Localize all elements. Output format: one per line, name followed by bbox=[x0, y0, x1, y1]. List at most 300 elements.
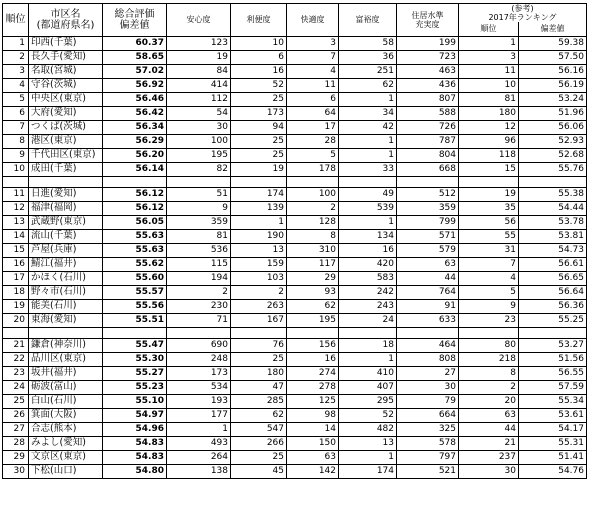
table-row bbox=[3, 464, 587, 478]
rank-cell: 17 bbox=[3, 271, 29, 285]
comfort-cell: 125 bbox=[287, 394, 339, 408]
housing-cell: 807 bbox=[397, 92, 459, 106]
rank-cell: 15 bbox=[3, 243, 29, 257]
city-name-cell: 港区(東京) bbox=[29, 134, 103, 148]
rank-cell: 13 bbox=[3, 215, 29, 229]
rank-cell: 2 bbox=[3, 50, 29, 64]
spacer-cell bbox=[459, 176, 519, 187]
housing-cell: 199 bbox=[397, 36, 459, 50]
rank-cell: 21 bbox=[3, 338, 29, 352]
safety-cell: 138 bbox=[167, 464, 231, 478]
prev-rank-cell: 30 bbox=[459, 464, 519, 478]
city-name-cell: 日進(愛知) bbox=[29, 187, 103, 201]
housing-cell: 588 bbox=[397, 106, 459, 120]
comfort-cell: 7 bbox=[287, 50, 339, 64]
safety-cell: 51 bbox=[167, 187, 231, 201]
group-spacer-row bbox=[3, 327, 587, 338]
housing-cell: 668 bbox=[397, 162, 459, 176]
wealth-cell: 251 bbox=[339, 64, 397, 78]
wealth-cell: 33 bbox=[339, 162, 397, 176]
safety-cell: 536 bbox=[167, 243, 231, 257]
prev-rank-cell: 56 bbox=[459, 215, 519, 229]
comfort-cell: 98 bbox=[287, 408, 339, 422]
city-name-cell: 箕面(大阪) bbox=[29, 408, 103, 422]
prev-score-cell: 53.81 bbox=[519, 229, 587, 243]
housing-cell: 44 bbox=[397, 271, 459, 285]
total-score-cell: 55.63 bbox=[103, 243, 167, 257]
total-score-cell: 57.02 bbox=[103, 64, 167, 78]
wealth-cell: 34 bbox=[339, 106, 397, 120]
comfort-cell: 16 bbox=[287, 352, 339, 366]
header-ref-score: 偏差値 bbox=[519, 22, 587, 36]
total-score-cell: 56.20 bbox=[103, 148, 167, 162]
total-score-cell: 58.65 bbox=[103, 50, 167, 64]
header-city-line2: (都道府県名) bbox=[36, 19, 95, 31]
comfort-cell: 64 bbox=[287, 106, 339, 120]
safety-cell: 173 bbox=[167, 366, 231, 380]
safety-cell: 230 bbox=[167, 299, 231, 313]
comfort-cell: 8 bbox=[287, 229, 339, 243]
total-score-cell: 55.60 bbox=[103, 271, 167, 285]
spacer-cell bbox=[231, 327, 287, 338]
prev-score-cell: 56.55 bbox=[519, 366, 587, 380]
convenience-cell: 180 bbox=[231, 366, 287, 380]
safety-cell: 690 bbox=[167, 338, 231, 352]
total-score-cell: 60.37 bbox=[103, 36, 167, 50]
comfort-cell: 274 bbox=[287, 366, 339, 380]
prev-score-cell: 52.93 bbox=[519, 134, 587, 148]
convenience-cell: 263 bbox=[231, 299, 287, 313]
convenience-cell: 94 bbox=[231, 120, 287, 134]
comfort-cell: 11 bbox=[287, 78, 339, 92]
total-score-cell: 55.10 bbox=[103, 394, 167, 408]
prev-score-cell: 52.68 bbox=[519, 148, 587, 162]
convenience-cell: 174 bbox=[231, 187, 287, 201]
convenience-cell: 159 bbox=[231, 257, 287, 271]
header-reference bbox=[459, 4, 587, 23]
convenience-cell: 103 bbox=[231, 271, 287, 285]
header-reference-line2: 2017年ランキング bbox=[488, 13, 557, 22]
total-score-cell: 55.23 bbox=[103, 380, 167, 394]
prev-score-cell: 55.31 bbox=[519, 436, 587, 450]
prev-rank-cell: 12 bbox=[459, 120, 519, 134]
safety-cell: 30 bbox=[167, 120, 231, 134]
housing-cell: 436 bbox=[397, 78, 459, 92]
city-name-cell: 品川区(東京) bbox=[29, 352, 103, 366]
city-name-cell: 名取(宮城) bbox=[29, 64, 103, 78]
housing-cell: 764 bbox=[397, 285, 459, 299]
spacer-cell bbox=[459, 327, 519, 338]
city-name-cell: 流山(千葉) bbox=[29, 229, 103, 243]
city-name-cell: 東海(愛知) bbox=[29, 313, 103, 327]
rank-cell: 12 bbox=[3, 201, 29, 215]
wealth-cell: 49 bbox=[339, 187, 397, 201]
total-score-cell: 55.63 bbox=[103, 229, 167, 243]
convenience-cell: 25 bbox=[231, 352, 287, 366]
comfort-cell: 6 bbox=[287, 92, 339, 106]
convenience-cell: 1 bbox=[231, 215, 287, 229]
city-name-cell: みよし(愛知) bbox=[29, 436, 103, 450]
prev-score-cell: 55.38 bbox=[519, 187, 587, 201]
wealth-cell: 52 bbox=[339, 408, 397, 422]
spacer-cell bbox=[103, 176, 167, 187]
housing-cell: 797 bbox=[397, 450, 459, 464]
table-row bbox=[3, 50, 587, 64]
convenience-cell: 76 bbox=[231, 338, 287, 352]
prev-score-cell: 56.65 bbox=[519, 271, 587, 285]
convenience-cell: 285 bbox=[231, 394, 287, 408]
total-score-cell: 55.47 bbox=[103, 338, 167, 352]
prev-score-cell: 53.24 bbox=[519, 92, 587, 106]
total-score-cell: 56.05 bbox=[103, 215, 167, 229]
housing-cell: 723 bbox=[397, 50, 459, 64]
safety-cell: 193 bbox=[167, 394, 231, 408]
total-score-cell: 54.83 bbox=[103, 450, 167, 464]
wealth-cell: 1 bbox=[339, 148, 397, 162]
prev-rank-cell: 180 bbox=[459, 106, 519, 120]
rank-cell: 9 bbox=[3, 148, 29, 162]
comfort-cell: 117 bbox=[287, 257, 339, 271]
total-score-cell: 56.14 bbox=[103, 162, 167, 176]
total-score-cell: 56.12 bbox=[103, 201, 167, 215]
table-row bbox=[3, 366, 587, 380]
total-score-cell: 55.62 bbox=[103, 257, 167, 271]
wealth-cell: 583 bbox=[339, 271, 397, 285]
rank-cell: 29 bbox=[3, 450, 29, 464]
convenience-cell: 547 bbox=[231, 422, 287, 436]
header-rank: 順位 bbox=[3, 4, 29, 37]
comfort-cell: 28 bbox=[287, 134, 339, 148]
total-score-cell: 55.57 bbox=[103, 285, 167, 299]
prev-rank-cell: 31 bbox=[459, 243, 519, 257]
housing-cell: 664 bbox=[397, 408, 459, 422]
rank-cell: 26 bbox=[3, 408, 29, 422]
prev-rank-cell: 218 bbox=[459, 352, 519, 366]
comfort-cell: 278 bbox=[287, 380, 339, 394]
prev-score-cell: 53.78 bbox=[519, 215, 587, 229]
safety-cell: 123 bbox=[167, 36, 231, 50]
table-row bbox=[3, 380, 587, 394]
city-name-cell: 大府(愛知) bbox=[29, 106, 103, 120]
table-row bbox=[3, 408, 587, 422]
spacer-cell bbox=[287, 327, 339, 338]
table-row bbox=[3, 120, 587, 134]
table-row bbox=[3, 271, 587, 285]
prev-rank-cell: 20 bbox=[459, 394, 519, 408]
prev-rank-cell: 11 bbox=[459, 64, 519, 78]
spacer-cell bbox=[3, 327, 29, 338]
spacer-cell bbox=[397, 176, 459, 187]
table-row bbox=[3, 285, 587, 299]
rank-cell: 27 bbox=[3, 422, 29, 436]
total-score-cell: 55.51 bbox=[103, 313, 167, 327]
prev-score-cell: 55.34 bbox=[519, 394, 587, 408]
housing-cell: 91 bbox=[397, 299, 459, 313]
wealth-cell: 407 bbox=[339, 380, 397, 394]
table-row bbox=[3, 450, 587, 464]
table-row bbox=[3, 134, 587, 148]
prev-score-cell: 54.73 bbox=[519, 243, 587, 257]
safety-cell: 414 bbox=[167, 78, 231, 92]
header-comfort: 快適度 bbox=[287, 4, 339, 37]
rank-cell: 5 bbox=[3, 92, 29, 106]
comfort-cell: 14 bbox=[287, 422, 339, 436]
rank-cell: 30 bbox=[3, 464, 29, 478]
total-score-cell: 56.92 bbox=[103, 78, 167, 92]
table-row bbox=[3, 352, 587, 366]
spacer-cell bbox=[519, 327, 587, 338]
city-name-cell: 合志(熊本) bbox=[29, 422, 103, 436]
prev-rank-cell: 21 bbox=[459, 436, 519, 450]
table-row bbox=[3, 338, 587, 352]
prev-score-cell: 56.61 bbox=[519, 257, 587, 271]
table-row bbox=[3, 394, 587, 408]
rank-cell: 14 bbox=[3, 229, 29, 243]
prev-rank-cell: 7 bbox=[459, 257, 519, 271]
rank-cell: 16 bbox=[3, 257, 29, 271]
wealth-cell: 58 bbox=[339, 36, 397, 50]
rank-cell: 28 bbox=[3, 436, 29, 450]
rank-cell: 23 bbox=[3, 366, 29, 380]
table-row bbox=[3, 215, 587, 229]
spacer-cell bbox=[339, 176, 397, 187]
safety-cell: 82 bbox=[167, 162, 231, 176]
rank-cell: 19 bbox=[3, 299, 29, 313]
comfort-cell: 17 bbox=[287, 120, 339, 134]
city-name-cell: 白山(石川) bbox=[29, 394, 103, 408]
wealth-cell: 36 bbox=[339, 50, 397, 64]
prev-score-cell: 56.36 bbox=[519, 299, 587, 313]
city-name-cell: 守谷(茨城) bbox=[29, 78, 103, 92]
table-row bbox=[3, 162, 587, 176]
safety-cell: 100 bbox=[167, 134, 231, 148]
total-score-cell: 55.56 bbox=[103, 299, 167, 313]
comfort-cell: 63 bbox=[287, 450, 339, 464]
wealth-cell: 243 bbox=[339, 299, 397, 313]
spacer-cell bbox=[3, 176, 29, 187]
prev-score-cell: 56.06 bbox=[519, 120, 587, 134]
city-name-cell: 長久手(愛知) bbox=[29, 50, 103, 64]
housing-cell: 63 bbox=[397, 257, 459, 271]
safety-cell: 9 bbox=[167, 201, 231, 215]
rank-cell: 4 bbox=[3, 78, 29, 92]
prev-rank-cell: 80 bbox=[459, 338, 519, 352]
comfort-cell: 142 bbox=[287, 464, 339, 478]
safety-cell: 19 bbox=[167, 50, 231, 64]
total-score-cell: 54.80 bbox=[103, 464, 167, 478]
housing-cell: 512 bbox=[397, 187, 459, 201]
safety-cell: 71 bbox=[167, 313, 231, 327]
city-name-cell: 鎌倉(神奈川) bbox=[29, 338, 103, 352]
prev-rank-cell: 19 bbox=[459, 187, 519, 201]
comfort-cell: 178 bbox=[287, 162, 339, 176]
housing-cell: 30 bbox=[397, 380, 459, 394]
rank-cell: 20 bbox=[3, 313, 29, 327]
rank-cell: 10 bbox=[3, 162, 29, 176]
comfort-cell: 62 bbox=[287, 299, 339, 313]
ranking-table bbox=[2, 3, 587, 479]
wealth-cell: 295 bbox=[339, 394, 397, 408]
wealth-cell: 539 bbox=[339, 201, 397, 215]
total-score-cell: 56.12 bbox=[103, 187, 167, 201]
spacer-cell bbox=[103, 327, 167, 338]
housing-cell: 325 bbox=[397, 422, 459, 436]
housing-cell: 359 bbox=[397, 201, 459, 215]
safety-cell: 195 bbox=[167, 148, 231, 162]
city-name-cell: 文京区(東京) bbox=[29, 450, 103, 464]
comfort-cell: 5 bbox=[287, 148, 339, 162]
wealth-cell: 42 bbox=[339, 120, 397, 134]
table-row bbox=[3, 436, 587, 450]
safety-cell: 1 bbox=[167, 422, 231, 436]
comfort-cell: 93 bbox=[287, 285, 339, 299]
convenience-cell: 167 bbox=[231, 313, 287, 327]
header-reference-line1: (参考) bbox=[511, 4, 534, 13]
housing-cell: 579 bbox=[397, 243, 459, 257]
prev-score-cell: 55.25 bbox=[519, 313, 587, 327]
table-row bbox=[3, 92, 587, 106]
table-row bbox=[3, 187, 587, 201]
housing-cell: 464 bbox=[397, 338, 459, 352]
prev-rank-cell: 3 bbox=[459, 50, 519, 64]
convenience-cell: 10 bbox=[231, 36, 287, 50]
spacer-cell bbox=[167, 176, 231, 187]
prev-score-cell: 51.56 bbox=[519, 352, 587, 366]
prev-rank-cell: 35 bbox=[459, 201, 519, 215]
spacer-cell bbox=[287, 176, 339, 187]
comfort-cell: 3 bbox=[287, 36, 339, 50]
prev-rank-cell: 15 bbox=[459, 162, 519, 176]
spacer-cell bbox=[519, 176, 587, 187]
prev-rank-cell: 2 bbox=[459, 380, 519, 394]
spacer-cell bbox=[167, 327, 231, 338]
wealth-cell: 62 bbox=[339, 78, 397, 92]
wealth-cell: 16 bbox=[339, 243, 397, 257]
safety-cell: 534 bbox=[167, 380, 231, 394]
convenience-cell: 25 bbox=[231, 92, 287, 106]
prev-score-cell: 53.61 bbox=[519, 408, 587, 422]
prev-rank-cell: 9 bbox=[459, 299, 519, 313]
safety-cell: 177 bbox=[167, 408, 231, 422]
convenience-cell: 62 bbox=[231, 408, 287, 422]
prev-score-cell: 54.17 bbox=[519, 422, 587, 436]
safety-cell: 115 bbox=[167, 257, 231, 271]
prev-rank-cell: 81 bbox=[459, 92, 519, 106]
spacer-cell bbox=[339, 327, 397, 338]
header-city-line1: 市区名 bbox=[50, 8, 81, 20]
city-name-cell: 野々市(石川) bbox=[29, 285, 103, 299]
city-name-cell: 千代田区(東京) bbox=[29, 148, 103, 162]
wealth-cell: 1 bbox=[339, 92, 397, 106]
wealth-cell: 242 bbox=[339, 285, 397, 299]
total-score-cell: 54.96 bbox=[103, 422, 167, 436]
city-name-cell: 能美(石川) bbox=[29, 299, 103, 313]
table-row bbox=[3, 64, 587, 78]
prev-score-cell: 56.19 bbox=[519, 78, 587, 92]
wealth-cell: 420 bbox=[339, 257, 397, 271]
convenience-cell: 16 bbox=[231, 64, 287, 78]
total-score-cell: 54.83 bbox=[103, 436, 167, 450]
housing-cell: 578 bbox=[397, 436, 459, 450]
city-name-cell: 中央区(東京) bbox=[29, 92, 103, 106]
table-row bbox=[3, 36, 587, 50]
comfort-cell: 128 bbox=[287, 215, 339, 229]
housing-cell: 804 bbox=[397, 148, 459, 162]
wealth-cell: 1 bbox=[339, 215, 397, 229]
header-score-line1: 総合評価 bbox=[114, 8, 155, 20]
convenience-cell: 13 bbox=[231, 243, 287, 257]
prev-rank-cell: 10 bbox=[459, 78, 519, 92]
convenience-cell: 19 bbox=[231, 162, 287, 176]
total-score-cell: 56.42 bbox=[103, 106, 167, 120]
wealth-cell: 24 bbox=[339, 313, 397, 327]
convenience-cell: 47 bbox=[231, 380, 287, 394]
city-name-cell: 砺波(富山) bbox=[29, 380, 103, 394]
city-name-cell: 成田(千葉) bbox=[29, 162, 103, 176]
city-name-cell: 鯖江(福井) bbox=[29, 257, 103, 271]
prev-score-cell: 54.44 bbox=[519, 201, 587, 215]
wealth-cell: 1 bbox=[339, 134, 397, 148]
table-row bbox=[3, 243, 587, 257]
prev-rank-cell: 5 bbox=[459, 285, 519, 299]
housing-cell: 571 bbox=[397, 229, 459, 243]
rank-cell: 22 bbox=[3, 352, 29, 366]
table-row bbox=[3, 78, 587, 92]
prev-score-cell: 57.59 bbox=[519, 380, 587, 394]
comfort-cell: 4 bbox=[287, 64, 339, 78]
prev-rank-cell: 4 bbox=[459, 271, 519, 285]
safety-cell: 194 bbox=[167, 271, 231, 285]
city-name-cell: 福津(福岡) bbox=[29, 201, 103, 215]
comfort-cell: 100 bbox=[287, 187, 339, 201]
spacer-cell bbox=[29, 176, 103, 187]
safety-cell: 359 bbox=[167, 215, 231, 229]
convenience-cell: 266 bbox=[231, 436, 287, 450]
total-score-cell: 54.97 bbox=[103, 408, 167, 422]
prev-score-cell: 51.41 bbox=[519, 450, 587, 464]
convenience-cell: 6 bbox=[231, 50, 287, 64]
table-row bbox=[3, 299, 587, 313]
rank-cell: 7 bbox=[3, 120, 29, 134]
prev-rank-cell: 55 bbox=[459, 229, 519, 243]
housing-cell: 787 bbox=[397, 134, 459, 148]
housing-cell: 79 bbox=[397, 394, 459, 408]
spacer-cell bbox=[397, 327, 459, 338]
header-score bbox=[103, 4, 167, 37]
city-name-cell: 坂井(福井) bbox=[29, 366, 103, 380]
rank-cell: 24 bbox=[3, 380, 29, 394]
rank-cell: 1 bbox=[3, 36, 29, 50]
table-row bbox=[3, 148, 587, 162]
wealth-cell: 134 bbox=[339, 229, 397, 243]
header-ref-rank: 順位 bbox=[459, 22, 519, 36]
prev-rank-cell: 44 bbox=[459, 422, 519, 436]
wealth-cell: 482 bbox=[339, 422, 397, 436]
table-body bbox=[3, 36, 587, 478]
prev-score-cell: 59.38 bbox=[519, 36, 587, 50]
housing-cell: 726 bbox=[397, 120, 459, 134]
convenience-cell: 190 bbox=[231, 229, 287, 243]
prev-score-cell: 53.27 bbox=[519, 338, 587, 352]
safety-cell: 112 bbox=[167, 92, 231, 106]
prev-rank-cell: 118 bbox=[459, 148, 519, 162]
safety-cell: 2 bbox=[167, 285, 231, 299]
total-score-cell: 56.29 bbox=[103, 134, 167, 148]
wealth-cell: 1 bbox=[339, 450, 397, 464]
safety-cell: 84 bbox=[167, 64, 231, 78]
convenience-cell: 173 bbox=[231, 106, 287, 120]
total-score-cell: 56.34 bbox=[103, 120, 167, 134]
